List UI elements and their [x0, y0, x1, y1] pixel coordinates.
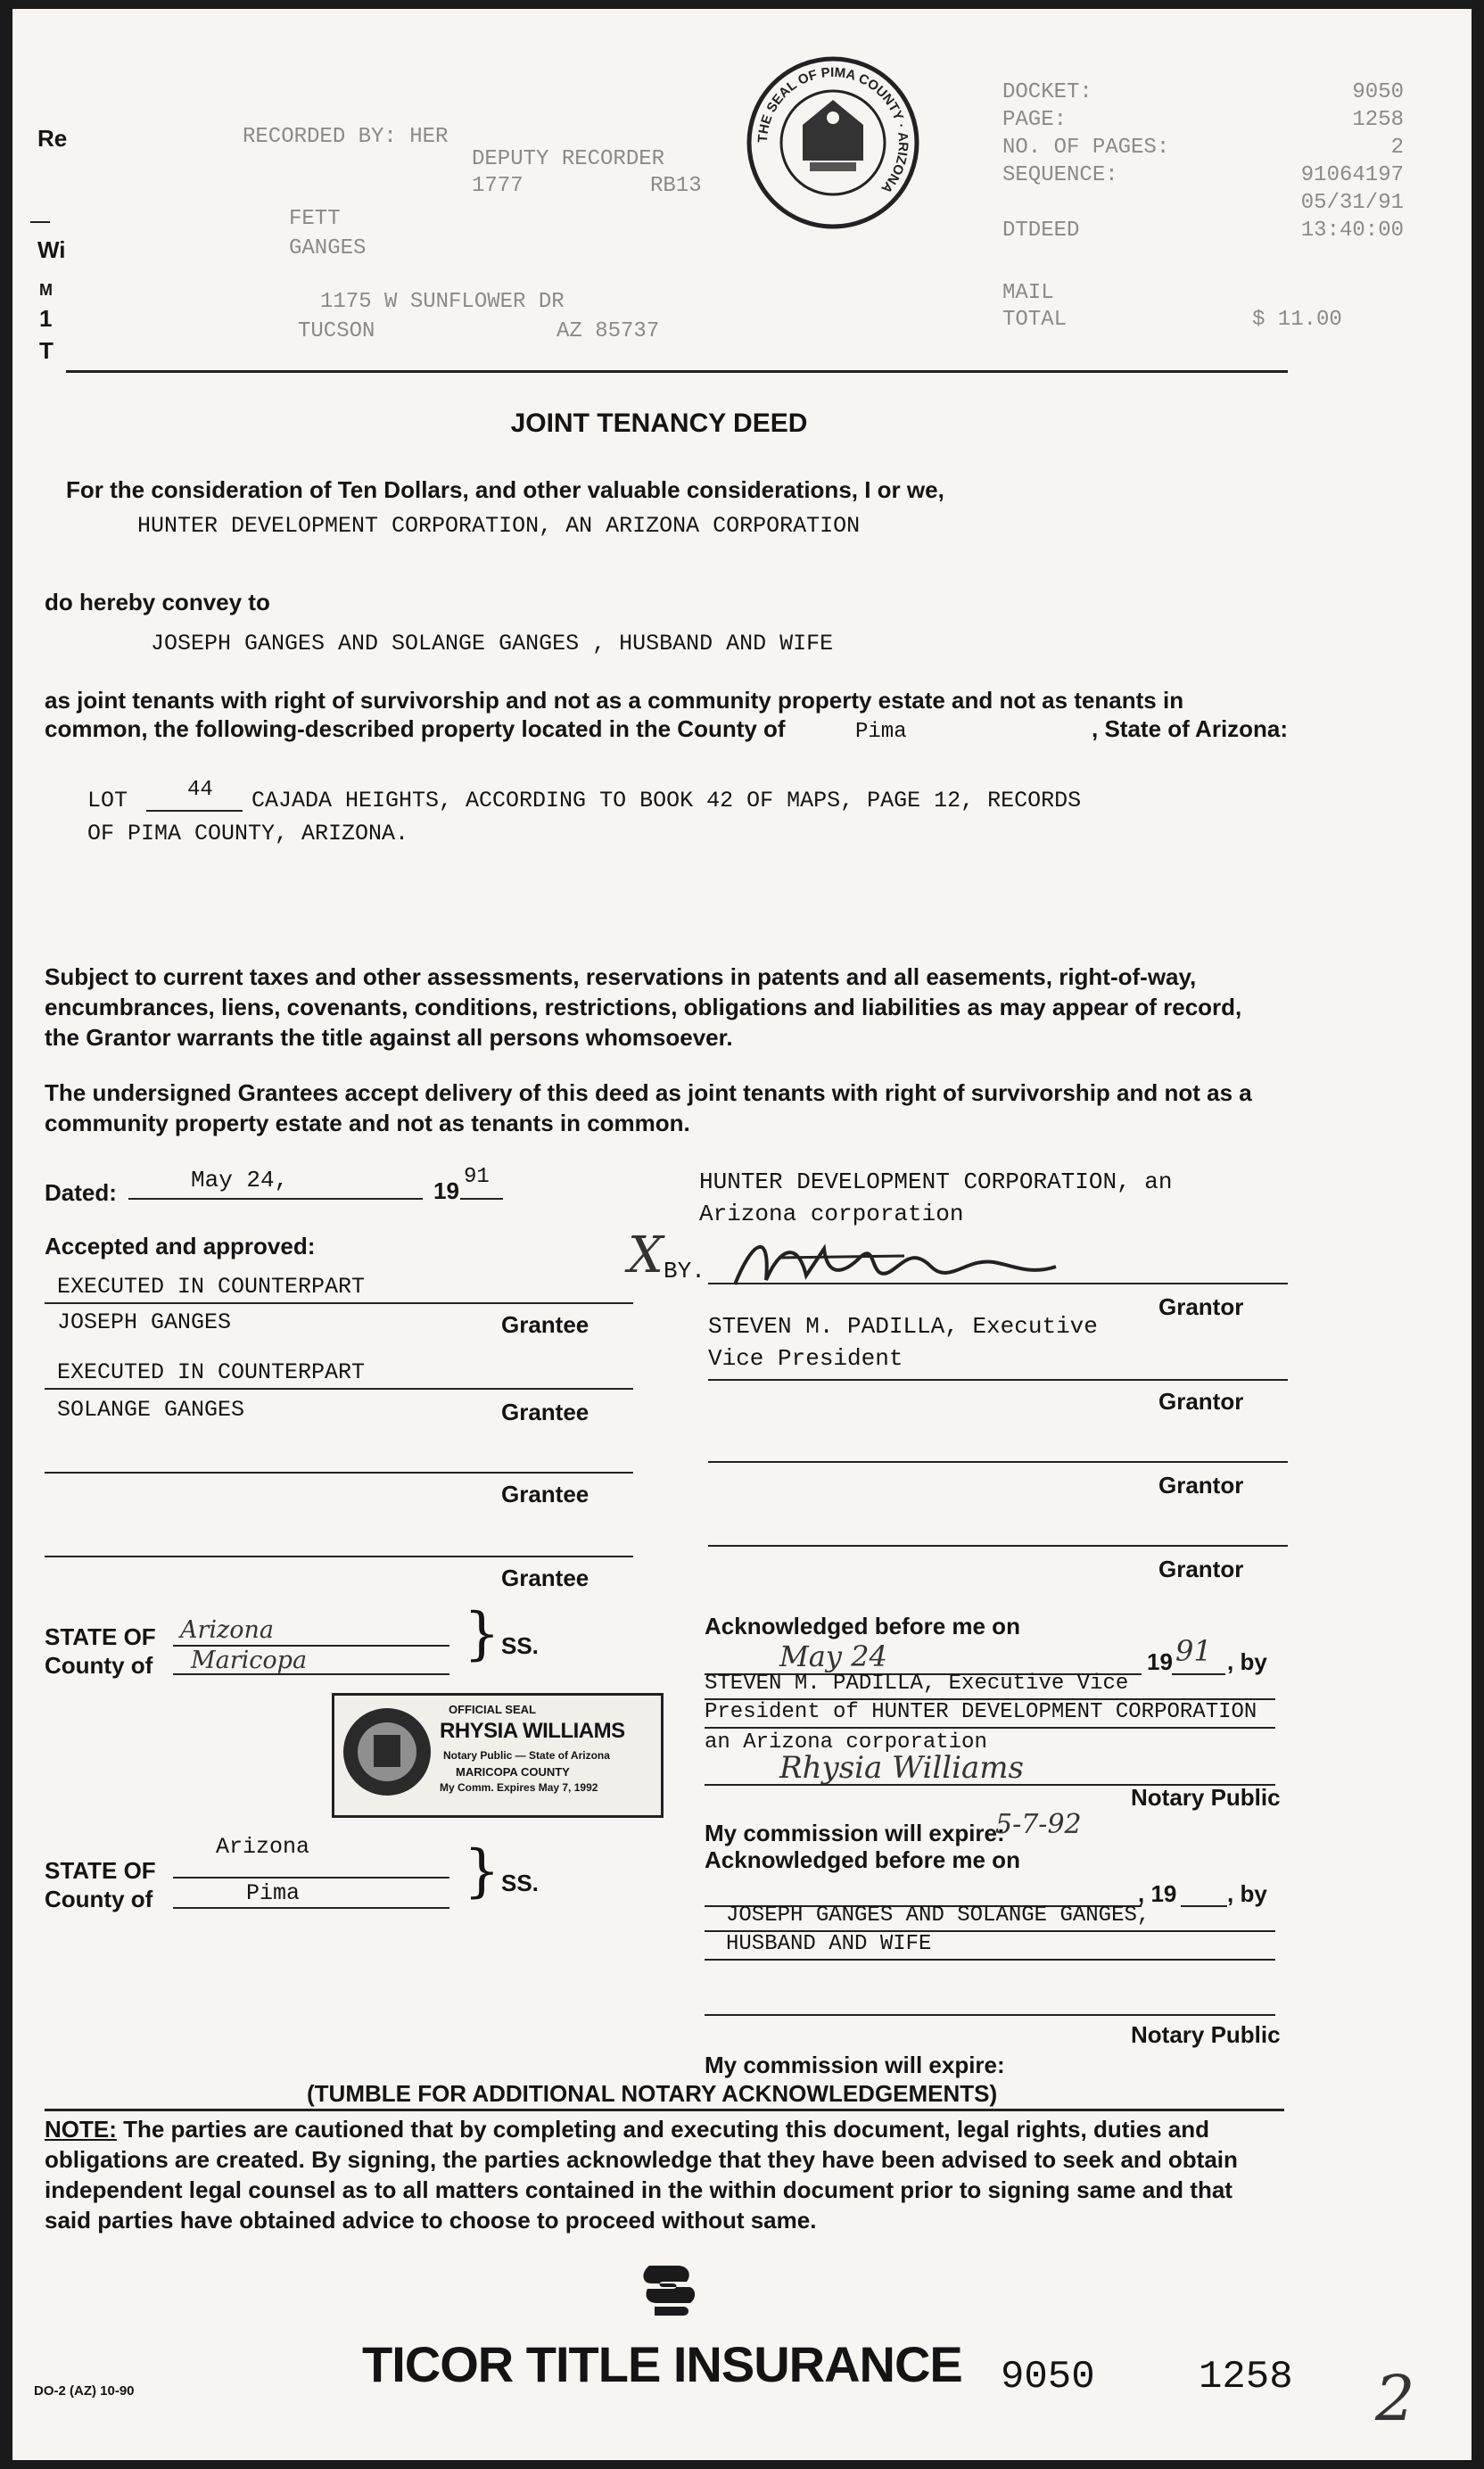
grantee-line-text: EXECUTED IN COUNTERPART [57, 1274, 366, 1300]
dated-label: Dated: [45, 1179, 117, 1206]
brace: } [464, 1601, 500, 1667]
grantor-signer: STEVEN M. PADILLA, Executive [708, 1313, 1098, 1340]
ack-year-line [1181, 1905, 1227, 1907]
deed-title: JOINT TENANCY DEED [510, 409, 808, 438]
ack-year: 91 [1175, 1634, 1212, 1668]
county-value: Pima [246, 1880, 301, 1906]
grantee-role: Grantee [501, 1565, 589, 1591]
hand-page-number: 2 [1375, 2362, 1415, 2435]
ack-year-line [1172, 1673, 1225, 1675]
dated-value: May 24, [191, 1167, 289, 1193]
notary-sign-line [705, 2014, 1275, 2016]
ack-by: , by [1227, 1648, 1267, 1675]
edge-letter: M [39, 281, 53, 299]
grantor-role: Grantor [1158, 1556, 1244, 1582]
footer-page: 1258 [1199, 2355, 1293, 2399]
ack-year-prefix: 19 [1147, 1648, 1173, 1675]
county-line [173, 1673, 449, 1675]
convey-text: do hereby convey to [45, 589, 270, 615]
grantor-sign-line [708, 1379, 1288, 1381]
ack-by: , by [1227, 1880, 1267, 1907]
svg-text:THE SEAL OF PIMA COUNTY · ARIZ: THE SEAL OF PIMA COUNTY · ARIZONA [754, 64, 911, 196]
grantor-corp-line: Arizona corporation [699, 1201, 964, 1227]
grantor-signature [726, 1231, 1083, 1302]
recorded-by: RECORDED BY: HER [243, 125, 449, 149]
state-label: STATE OF [45, 1623, 156, 1650]
lot-number-line [146, 810, 243, 812]
ack-line: HUSBAND AND WIFE [726, 1932, 932, 1956]
grantor-sign-line [708, 1461, 1288, 1463]
county-name: Pima [855, 720, 907, 744]
ticor-logo-icon [637, 2258, 701, 2323]
ticor-brand: TICOR TITLE INSURANCE [362, 2336, 962, 2392]
grantee-role: Grantee [501, 1311, 589, 1338]
grantee-name: SOLANGE GANGES [57, 1397, 245, 1423]
notary-signature: Rhysia Williams [779, 1750, 1024, 1786]
address-city: TUCSON [298, 319, 375, 343]
expire-label: My commission will expire: [705, 1820, 1005, 1846]
seal-title: OFFICIAL SEAL [449, 1703, 536, 1716]
address-line: 1175 W SUNFLOWER DR [320, 290, 565, 314]
dated-year-line [460, 1198, 503, 1200]
ack-line: President of HUNTER DEVELOPMENT CORPORATION [705, 1700, 1257, 1724]
dated-year: 91 [464, 1165, 490, 1189]
deed-page [12, 9, 1472, 2460]
deputy-recorder: DEPUTY RECORDER [472, 147, 665, 171]
grantee-role: Grantee [501, 1399, 589, 1425]
county-value: Maricopa [191, 1647, 308, 1674]
grantee-sign-line [45, 1556, 633, 1557]
seal-emblem-icon [343, 1708, 431, 1796]
edge-letter: Wi [37, 236, 66, 263]
by-label: BY. [664, 1258, 705, 1284]
deputy-code: RB13 [650, 174, 702, 198]
note-rule [45, 2109, 1284, 2111]
x-mark: X [628, 1226, 664, 1284]
seal-name: RHYSIA WILLIAMS [440, 1719, 625, 1743]
grantor-role: Grantor [1158, 1293, 1244, 1320]
state-label: STATE OF [45, 1857, 156, 1884]
seal-line: MARICOPA COUNTY [456, 1765, 570, 1779]
tumble-note: (TUMBLE FOR ADDITIONAL NOTARY ACKNOWLEDGEMENTS) [307, 2080, 998, 2107]
state-value: Arizona [216, 1834, 310, 1860]
name-line: GANGES [289, 236, 367, 260]
seal-line: My Comm. Expires May 7, 1992 [440, 1781, 598, 1794]
brace: } [464, 1838, 500, 1904]
consideration-text: For the consideration of Ten Dollars, and other valuable considerations, I or we, [66, 476, 944, 503]
grantee-line-text: EXECUTED IN COUNTERPART [57, 1359, 366, 1385]
header-rule [66, 370, 1288, 373]
deputy-code: 1777 [472, 174, 524, 198]
lot-description: OF PIMA COUNTY, ARIZONA. [87, 821, 409, 846]
ack-line: an Arizona corporation [705, 1730, 987, 1755]
docket-values: 9050 1258 2 91064197 05/31/91 13:40:00 [1300, 80, 1404, 243]
grantee-names: JOSEPH GANGES AND SOLANGE GANGES , HUSBAND AND WIFE [151, 631, 834, 656]
edge-letter: 1 [39, 305, 53, 332]
grantor-signer: Vice President [708, 1345, 903, 1372]
state-line [173, 1877, 449, 1879]
address-state-zip: AZ 85737 [556, 319, 660, 343]
grantee-sign-line [45, 1302, 633, 1304]
county-seal [744, 54, 922, 232]
footer-docket: 9050 [1001, 2355, 1095, 2399]
seal-line: Notary Public — State of Arizona [443, 1749, 610, 1762]
ack-rule [705, 1727, 1275, 1729]
county-label: County of [45, 1652, 153, 1679]
edge-rule [30, 221, 50, 223]
ack-date: May 24 [779, 1639, 887, 1673]
notary-label: Notary Public [1131, 1784, 1281, 1811]
note-label: NOTE: [45, 2116, 117, 2143]
grantor-sign-line [708, 1545, 1288, 1547]
grantor-corp-line: HUNTER DEVELOPMENT CORPORATION, an [699, 1168, 1173, 1195]
state-value: Arizona [180, 1616, 275, 1644]
total-label: TOTAL [1002, 308, 1068, 332]
dated-line [128, 1198, 423, 1200]
notary-label: Notary Public [1131, 2021, 1281, 2048]
grantee-sign-line [45, 1388, 633, 1390]
ss-label: SS. [501, 1632, 539, 1659]
lot-label: LOT [87, 788, 128, 813]
state-text: , State of Arizona: [1092, 715, 1289, 742]
dated-year-prefix: 19 [433, 1177, 459, 1204]
ack-line: JOSEPH GANGES AND SOLANGE GANGES, [726, 1903, 1150, 1928]
form-code: DO-2 (AZ) 10-90 [34, 2383, 135, 2399]
total-value: $ 11.00 [1252, 308, 1342, 332]
grantor-role: Grantor [1158, 1388, 1244, 1415]
note-paragraph: NOTE: The parties are cautioned that by completing and executing this document, legal rights, duties and obligations are created. By signing, the parties acknowledge that they have been advised to seek and obtain independent legal counsel as to all matters contained in the within document prior to signing same and that said parties have obtained advice to choose to proceed without same. [45, 2116, 1238, 2234]
seal-graphic [744, 54, 922, 232]
notary-seal [332, 1693, 664, 1818]
ack-label: Acknowledged before me on [705, 1846, 1020, 1873]
docket-labels: DOCKET: PAGE: NO. OF PAGES: SEQUENCE: DTDEED [1002, 80, 1170, 243]
grantee-sign-line [45, 1472, 633, 1474]
tenants-text: as joint tenants with right of survivorship and not as a community property estate and not as tenants in [45, 687, 1184, 714]
lot-description: CAJADA HEIGHTS, ACCORDING TO BOOK 42 OF MAPS, PAGE 12, RECORDS [251, 788, 1082, 813]
ss-label: SS. [501, 1870, 539, 1896]
tenants-text: common, the following-described property located in the County of [45, 715, 786, 742]
accept-paragraph: The undersigned Grantees accept delivery of this deed as joint tenants with right of survivorship and not as a community property estate and not as tenants in common. [45, 1079, 1252, 1136]
grantor-name: HUNTER DEVELOPMENT CORPORATION, AN ARIZONA CORPORATION [137, 513, 861, 539]
edge-letter: Re [37, 125, 68, 152]
ack-line: STEVEN M. PADILLA, Executive Vice [705, 1672, 1129, 1696]
expire-date: 5-7-92 [995, 1809, 1082, 1840]
expire-label: My commission will expire: [705, 2052, 1005, 2078]
subject-paragraph: Subject to current taxes and other assessments, reservations in patents and all easements, right-of-way, encumbrances, liens, covenants, conditions, restrictions, obligations and liabilities as may appear of record, the Grantor warrants the title against all persons whomsoever. [45, 963, 1242, 1051]
ack-year-prefix: , 19 [1138, 1880, 1177, 1907]
edge-letter: T [39, 337, 54, 364]
grantor-role: Grantor [1158, 1472, 1244, 1499]
county-label: County of [45, 1886, 153, 1912]
mail-label: MAIL [1002, 281, 1054, 305]
grantee-name: JOSEPH GANGES [57, 1309, 232, 1335]
grantee-role: Grantee [501, 1481, 589, 1507]
lot-number: 44 [187, 778, 213, 802]
county-line [173, 1907, 449, 1909]
name-line: FETT [289, 207, 341, 231]
ack-label: Acknowledged before me on [705, 1613, 1020, 1639]
ack-rule [705, 1959, 1275, 1961]
accepted-label: Accepted and approved: [45, 1233, 316, 1259]
